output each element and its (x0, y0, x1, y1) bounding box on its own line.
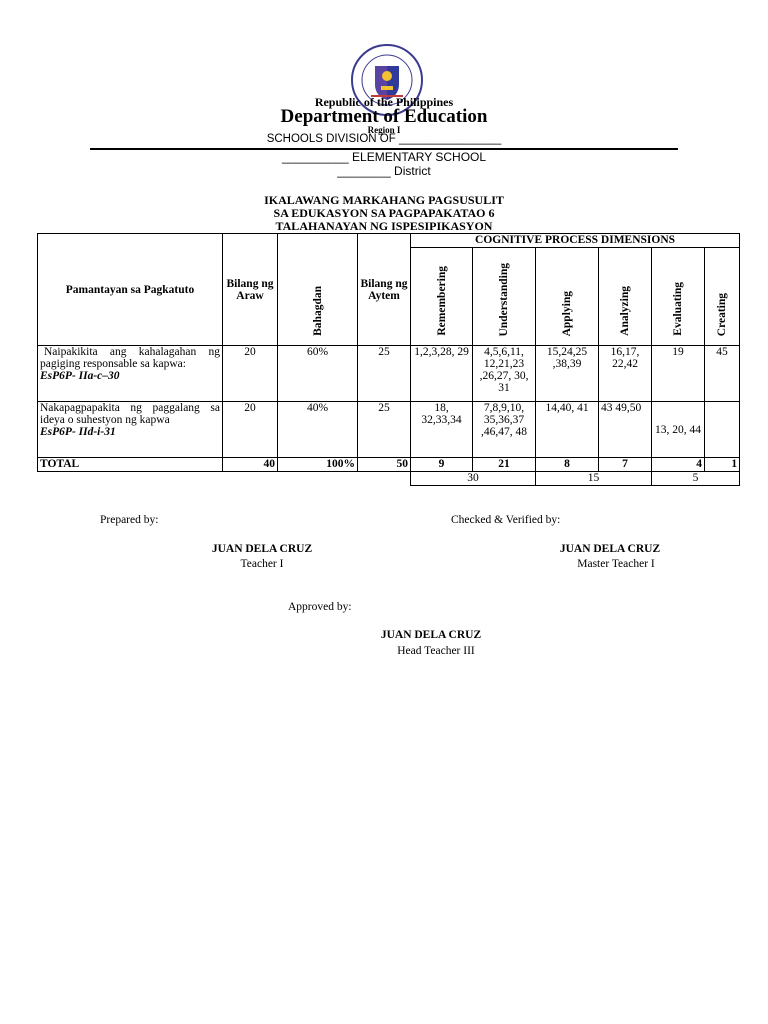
creating-cell (705, 402, 740, 458)
percent-cell: 60% (278, 346, 358, 402)
total-remembering: 9 (411, 458, 473, 472)
applying-cell: 14,40, 41 (536, 402, 599, 458)
checked-by-label: Checked & Verified by: (451, 514, 561, 526)
header-cognitive-dimensions: COGNITIVE PROCESS DIMENSIONS (411, 234, 740, 248)
total-items: 50 (358, 458, 411, 472)
subtotal-spacer (38, 472, 411, 486)
evaluating-cell: 19 (652, 346, 705, 402)
header-remembering-cell (411, 248, 473, 346)
total-days: 40 (223, 458, 278, 472)
approved-by-title: Head Teacher III (397, 645, 475, 657)
prepared-by-label: Prepared by: (100, 514, 159, 526)
region-label: Region I (367, 125, 401, 135)
items-cell: 25 (358, 346, 411, 402)
items-cell: 25 (358, 402, 411, 458)
header-percent: Bahagdan (311, 286, 324, 336)
subtotal-higher-order: 5 (652, 472, 740, 486)
competency-cell (38, 346, 223, 402)
remembering-cell: 1,2,3,28, 29 (411, 346, 473, 402)
header-percent-cell (278, 234, 358, 346)
header-analyzing-cell (599, 248, 652, 346)
header-evaluating-cell (652, 248, 705, 346)
creating-cell: 45 (705, 346, 740, 402)
tos-title: TALAHANAYAN NG ISPESIPIKASYON (275, 219, 493, 233)
school-label: __________ ELEMENTARY SCHOOL (281, 150, 487, 164)
header-items: Bilang ng Aytem (358, 234, 411, 346)
understanding-cell: 7,8,9,10, 35,36,37 ,46,47, 48 (473, 402, 536, 458)
department-title: Department of Education (280, 106, 488, 127)
header-competency: Pamantayan sa Pagkatuto (38, 234, 223, 346)
division-label: SCHOOLS DIVISION OF ________________ (266, 133, 502, 145)
header-applying-cell (536, 248, 599, 346)
table-row (38, 346, 740, 402)
republic-label: Republic of the Philippines (314, 95, 454, 109)
remembering-cell: 18, 32,33,34 (411, 402, 473, 458)
understanding-cell: 4,5,6,11, 12,21,23 ,26,27, 30, 31 (473, 346, 536, 402)
approved-by-label: Approved by: (288, 601, 352, 613)
header-understanding-cell (473, 248, 536, 346)
evaluating-cell: 13, 20, 44 (652, 402, 705, 458)
header-creating: Creating (716, 292, 729, 336)
district-label: ________ District (337, 164, 431, 178)
competency-code: EsP6P- IIa-c–30 (40, 370, 120, 382)
header-evaluating: Evaluating (672, 282, 684, 336)
competency-cell (38, 402, 223, 458)
checked-by-title: Master Teacher I (577, 558, 655, 570)
total-row (38, 458, 740, 472)
analyzing-cell: 16,17, 22,42 (599, 346, 652, 402)
header-days: Bilang ng Araw (223, 234, 278, 346)
total-analyzing: 7 (599, 458, 652, 472)
header-applying: Applying (561, 290, 573, 336)
subtotal-row (38, 472, 740, 486)
competency-code: EsP6P- IId-i-31 (40, 426, 116, 438)
days-cell: 20 (223, 402, 278, 458)
total-evaluating: 4 (652, 458, 705, 472)
total-applying: 8 (536, 458, 599, 472)
checked-by-name: JUAN DELA CRUZ (559, 543, 661, 555)
subject-title: SA EDUKASYON SA PAGPAPAKATAO 6 (273, 206, 495, 220)
competency-text: Nakapagpapakita ng paggalang sa ideya o suhestyon ng kapwa (40, 402, 220, 426)
header-creating-cell (705, 248, 740, 346)
analyzing-cell: 43 49,50 (599, 402, 652, 458)
competency-text: Naipakikita ang kahalagahan ng pagiging responsable sa kapwa: (40, 346, 220, 370)
applying-cell: 15,24,25 ,38,39 (536, 346, 599, 402)
subtotal-middle-order: 15 (536, 472, 652, 486)
days-cell: 20 (223, 346, 278, 402)
total-label: TOTAL (38, 458, 223, 472)
table-of-specifications (37, 233, 740, 486)
total-understanding: 21 (473, 458, 536, 472)
table-row (38, 402, 740, 458)
header-remembering: Remembering (435, 266, 448, 336)
total-percent: 100% (278, 458, 358, 472)
approved-by-name: JUAN DELA CRUZ (380, 629, 482, 641)
total-creating: 1 (705, 458, 740, 472)
percent-cell: 40% (278, 402, 358, 458)
prepared-by-title: Teacher I (240, 558, 284, 570)
subtotal-lower-order: 30 (411, 472, 536, 486)
header-understanding: Understanding (498, 262, 510, 336)
exam-title: IKALAWANG MARKAHANG PAGSUSULIT (264, 193, 504, 207)
prepared-by-name: JUAN DELA CRUZ (211, 543, 313, 555)
header-analyzing: Analyzing (619, 286, 631, 336)
